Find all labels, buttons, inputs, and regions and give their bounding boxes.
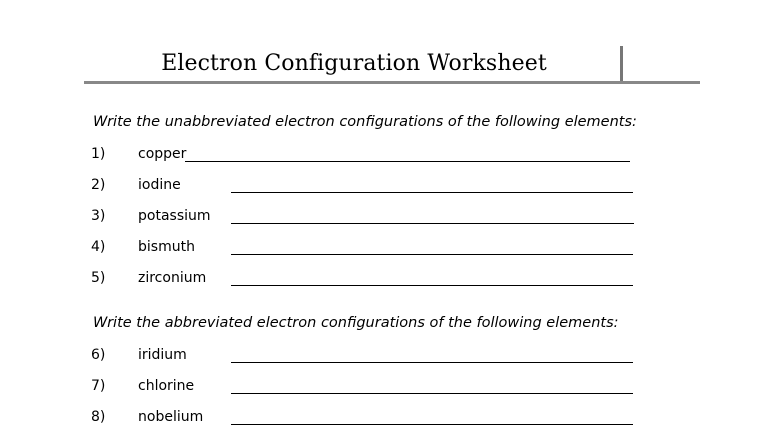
question-number: 8) (91, 409, 106, 425)
answer-blank[interactable] (231, 254, 633, 255)
element-name: bismuth (138, 239, 195, 255)
question-number: 5) (91, 270, 106, 286)
element-name: potassium (138, 208, 211, 224)
question-row (0, 144, 784, 164)
element-name: nobelium (138, 409, 204, 425)
section1-instruction: Write the unabbreviated electron configurations of the following elements: (93, 114, 637, 130)
element-name: copper (138, 146, 187, 162)
question-row (0, 175, 784, 195)
answer-blank[interactable] (231, 223, 634, 224)
question-row (0, 345, 784, 365)
title-vertical-bar (620, 46, 623, 82)
section2-instruction: Write the abbreviated electron configurations of the following elements: (93, 315, 619, 331)
question-number: 6) (91, 347, 106, 363)
question-number: 3) (91, 208, 106, 224)
answer-blank[interactable] (231, 285, 633, 286)
element-name: zirconium (138, 270, 207, 286)
element-name: iridium (138, 347, 187, 363)
question-row (0, 407, 784, 427)
question-number: 2) (91, 177, 106, 193)
question-number: 4) (91, 239, 106, 255)
answer-blank[interactable] (231, 362, 633, 363)
question-row (0, 376, 784, 396)
answer-blank[interactable] (231, 424, 633, 425)
element-name: iodine (138, 177, 181, 193)
question-number: 1) (91, 146, 106, 162)
question-row (0, 268, 784, 288)
answer-blank[interactable] (231, 393, 633, 394)
question-row (0, 206, 784, 226)
page-title: Electron Configuration Worksheet (161, 51, 547, 76)
question-row (0, 237, 784, 257)
element-name: chlorine (138, 378, 195, 394)
answer-blank[interactable] (185, 161, 630, 162)
answer-blank[interactable] (231, 192, 633, 193)
title-rule (84, 81, 700, 84)
question-number: 7) (91, 378, 106, 394)
